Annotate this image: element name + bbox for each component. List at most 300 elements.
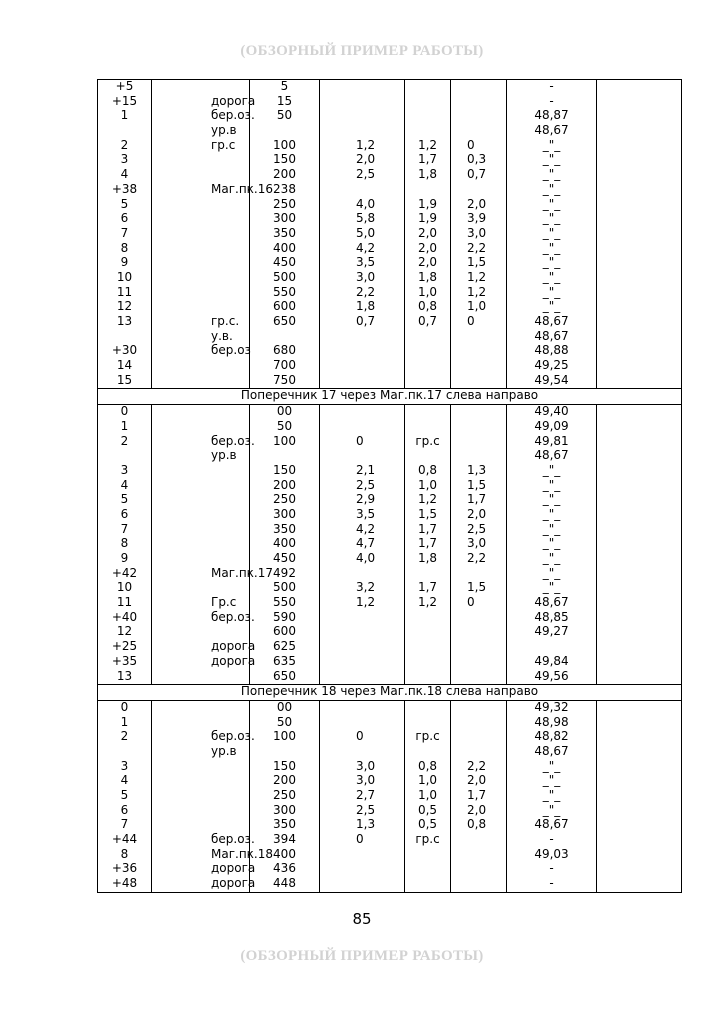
elevation-cell: _"_ xyxy=(507,479,597,494)
value-b-cell xyxy=(451,670,507,685)
table-row xyxy=(98,730,682,745)
table-row xyxy=(98,435,682,450)
picket-cell: +42 xyxy=(98,567,152,582)
table-row xyxy=(98,80,682,95)
value-b-cell xyxy=(451,435,507,450)
note-cell: дорога xyxy=(152,862,250,877)
table-row xyxy=(98,139,682,154)
value-a-cell xyxy=(405,449,451,464)
elevation-cell: _"_ xyxy=(507,774,597,789)
distance-cell: 500 xyxy=(250,581,320,596)
depth-cell xyxy=(320,670,405,685)
elevation-cell: _"_ xyxy=(507,804,597,819)
extra-cell xyxy=(597,670,682,685)
depth-cell xyxy=(320,330,405,345)
table-row xyxy=(98,183,682,198)
value-a-cell: гр.с xyxy=(405,435,451,450)
picket-cell: 4 xyxy=(98,479,152,494)
extra-cell xyxy=(597,848,682,863)
depth-cell: 3,5 xyxy=(320,508,405,523)
depth-cell xyxy=(320,655,405,670)
picket-cell: 3 xyxy=(98,153,152,168)
elevation-cell: _"_ xyxy=(507,789,597,804)
value-b-cell: 0 xyxy=(451,315,507,330)
note-cell xyxy=(152,537,250,552)
extra-cell xyxy=(597,109,682,124)
extra-cell xyxy=(597,359,682,374)
elevation-cell: _"_ xyxy=(507,537,597,552)
distance-cell: 50 xyxy=(250,420,320,435)
depth-cell: 4,2 xyxy=(320,242,405,257)
value-a-cell: 2,0 xyxy=(405,227,451,242)
table-row xyxy=(98,300,682,315)
value-b-cell: 1,7 xyxy=(451,789,507,804)
value-b-cell xyxy=(451,877,507,892)
value-b-cell xyxy=(451,567,507,582)
depth-cell: 1,2 xyxy=(320,139,405,154)
elevation-cell: _"_ xyxy=(507,198,597,213)
extra-cell xyxy=(597,344,682,359)
distance-cell: 750 xyxy=(250,374,320,389)
value-a-cell: 1,8 xyxy=(405,168,451,183)
value-b-cell: 2,5 xyxy=(451,523,507,538)
elevation-cell: 48,67 xyxy=(507,818,597,833)
extra-cell xyxy=(597,256,682,271)
extra-cell xyxy=(597,537,682,552)
table-row xyxy=(98,359,682,374)
table-row xyxy=(98,596,682,611)
table-row xyxy=(98,655,682,670)
survey-table-body xyxy=(98,80,682,893)
elevation-cell: - xyxy=(507,95,597,110)
picket-cell: 6 xyxy=(98,508,152,523)
table-row xyxy=(98,420,682,435)
elevation-cell: 49,84 xyxy=(507,655,597,670)
distance-cell: 250 xyxy=(250,198,320,213)
depth-cell: 2,0 xyxy=(320,153,405,168)
depth-cell: 0 xyxy=(320,435,405,450)
value-b-cell: 1,2 xyxy=(451,286,507,301)
value-b-cell: 2,0 xyxy=(451,774,507,789)
extra-cell xyxy=(597,493,682,508)
note-cell xyxy=(152,286,250,301)
note-cell: дорога xyxy=(152,640,250,655)
elevation-cell: 49,25 xyxy=(507,359,597,374)
note-cell: Маг.пк.18 xyxy=(152,848,250,863)
picket-cell: 0 xyxy=(98,405,152,420)
value-a-cell: 1,2 xyxy=(405,139,451,154)
table-row xyxy=(98,567,682,582)
distance-cell: 600 xyxy=(250,300,320,315)
section-header-row xyxy=(98,685,682,701)
value-b-cell xyxy=(451,848,507,863)
table-row xyxy=(98,700,682,715)
picket-cell: +38 xyxy=(98,183,152,198)
value-b-cell xyxy=(451,183,507,198)
elevation-cell: _"_ xyxy=(507,523,597,538)
value-a-cell: 1,5 xyxy=(405,508,451,523)
note-cell: бер.оз. xyxy=(152,833,250,848)
note-cell: Маг.пк.16 xyxy=(152,183,250,198)
depth-cell: 1,3 xyxy=(320,818,405,833)
table-row xyxy=(98,374,682,389)
extra-cell xyxy=(597,435,682,450)
value-a-cell: 2,0 xyxy=(405,242,451,257)
depth-cell: 0 xyxy=(320,730,405,745)
elevation-cell: - xyxy=(507,80,597,95)
elevation-cell: - xyxy=(507,877,597,892)
note-cell xyxy=(152,789,250,804)
note-cell xyxy=(152,523,250,538)
extra-cell xyxy=(597,183,682,198)
distance-cell: 238 xyxy=(250,183,320,198)
picket-cell: 11 xyxy=(98,596,152,611)
value-b-cell xyxy=(451,862,507,877)
extra-cell xyxy=(597,168,682,183)
value-b-cell: 2,2 xyxy=(451,242,507,257)
extra-cell xyxy=(597,80,682,95)
picket-cell: 0 xyxy=(98,700,152,715)
value-a-cell: 1,0 xyxy=(405,479,451,494)
value-a-cell xyxy=(405,374,451,389)
value-b-cell xyxy=(451,449,507,464)
elevation-cell: _"_ xyxy=(507,256,597,271)
depth-cell: 1,2 xyxy=(320,596,405,611)
picket-cell: 9 xyxy=(98,552,152,567)
value-b-cell xyxy=(451,640,507,655)
note-cell: бер.оз xyxy=(152,344,250,359)
note-cell: бер.оз. xyxy=(152,611,250,626)
value-b-cell xyxy=(451,374,507,389)
picket-cell: 4 xyxy=(98,168,152,183)
value-b-cell xyxy=(451,730,507,745)
note-cell xyxy=(152,168,250,183)
table-row xyxy=(98,198,682,213)
picket-cell: 13 xyxy=(98,315,152,330)
picket-cell: 2 xyxy=(98,435,152,450)
extra-cell xyxy=(597,286,682,301)
value-a-cell: 0,5 xyxy=(405,818,451,833)
extra-cell xyxy=(597,700,682,715)
value-a-cell: 1,7 xyxy=(405,537,451,552)
depth-cell xyxy=(320,183,405,198)
value-b-cell xyxy=(451,716,507,731)
value-b-cell xyxy=(451,344,507,359)
value-b-cell xyxy=(451,95,507,110)
value-b-cell: 2,2 xyxy=(451,552,507,567)
extra-cell xyxy=(597,315,682,330)
elevation-cell: _"_ xyxy=(507,493,597,508)
value-b-cell: 1,5 xyxy=(451,256,507,271)
depth-cell xyxy=(320,95,405,110)
depth-cell: 2,1 xyxy=(320,464,405,479)
picket-cell: 12 xyxy=(98,625,152,640)
value-a-cell xyxy=(405,330,451,345)
picket-cell xyxy=(98,449,152,464)
value-a-cell: 1,0 xyxy=(405,774,451,789)
value-b-cell xyxy=(451,700,507,715)
distance-cell: 300 xyxy=(250,804,320,819)
value-b-cell: 1,5 xyxy=(451,581,507,596)
survey-table xyxy=(97,79,682,893)
picket-cell: 14 xyxy=(98,359,152,374)
table-row xyxy=(98,877,682,892)
depth-cell xyxy=(320,124,405,139)
value-b-cell: 2,0 xyxy=(451,804,507,819)
note-cell xyxy=(152,581,250,596)
note-cell xyxy=(152,242,250,257)
value-b-cell xyxy=(451,80,507,95)
value-b-cell xyxy=(451,124,507,139)
distance-cell: 5 xyxy=(250,80,320,95)
depth-cell xyxy=(320,745,405,760)
table-row xyxy=(98,537,682,552)
elevation-cell: _"_ xyxy=(507,760,597,775)
elevation-cell: 48,88 xyxy=(507,344,597,359)
picket-cell: 5 xyxy=(98,198,152,213)
depth-cell xyxy=(320,700,405,715)
extra-cell xyxy=(597,271,682,286)
value-a-cell: 1,7 xyxy=(405,153,451,168)
table-row xyxy=(98,286,682,301)
depth-cell: 4,0 xyxy=(320,198,405,213)
depth-cell xyxy=(320,344,405,359)
table-row xyxy=(98,124,682,139)
picket-cell: +35 xyxy=(98,655,152,670)
distance-cell: 00 xyxy=(250,700,320,715)
depth-cell xyxy=(320,359,405,374)
picket-cell: +15 xyxy=(98,95,152,110)
extra-cell xyxy=(597,818,682,833)
picket-cell: 4 xyxy=(98,774,152,789)
distance-cell: 15 xyxy=(250,95,320,110)
note-cell xyxy=(152,271,250,286)
depth-cell: 2,2 xyxy=(320,286,405,301)
section-header-row xyxy=(98,389,682,405)
distance-cell: 100 xyxy=(250,730,320,745)
picket-cell: +48 xyxy=(98,877,152,892)
value-a-cell xyxy=(405,877,451,892)
depth-cell: 2,7 xyxy=(320,789,405,804)
value-a-cell: 1,0 xyxy=(405,789,451,804)
picket-cell: +40 xyxy=(98,611,152,626)
table-row xyxy=(98,227,682,242)
elevation-cell: 49,54 xyxy=(507,374,597,389)
distance-cell: 500 xyxy=(250,271,320,286)
extra-cell xyxy=(597,760,682,775)
value-a-cell: 1,9 xyxy=(405,198,451,213)
note-cell: ур.в xyxy=(152,745,250,760)
distance-cell: 700 xyxy=(250,359,320,374)
depth-cell: 3,2 xyxy=(320,581,405,596)
extra-cell xyxy=(597,374,682,389)
note-cell xyxy=(152,80,250,95)
note-cell xyxy=(152,760,250,775)
value-a-cell xyxy=(405,183,451,198)
note-cell xyxy=(152,493,250,508)
table-row xyxy=(98,479,682,494)
extra-cell xyxy=(597,581,682,596)
value-a-cell: 1,2 xyxy=(405,596,451,611)
picket-cell: +36 xyxy=(98,862,152,877)
elevation-cell: _"_ xyxy=(507,286,597,301)
elevation-cell: 48,67 xyxy=(507,596,597,611)
table-row xyxy=(98,508,682,523)
distance-cell xyxy=(250,330,320,345)
picket-cell: 7 xyxy=(98,227,152,242)
value-b-cell xyxy=(451,109,507,124)
picket-cell xyxy=(98,330,152,345)
table-row xyxy=(98,670,682,685)
picket-cell: 7 xyxy=(98,523,152,538)
table-row xyxy=(98,774,682,789)
extra-cell xyxy=(597,95,682,110)
value-a-cell xyxy=(405,359,451,374)
note-cell xyxy=(152,818,250,833)
picket-cell: 9 xyxy=(98,256,152,271)
picket-cell: 3 xyxy=(98,760,152,775)
distance-cell: 625 xyxy=(250,640,320,655)
table-row xyxy=(98,449,682,464)
table-row xyxy=(98,760,682,775)
picket-cell: 1 xyxy=(98,716,152,731)
elevation-cell: 48,82 xyxy=(507,730,597,745)
depth-cell xyxy=(320,877,405,892)
table-row xyxy=(98,168,682,183)
value-a-cell xyxy=(405,420,451,435)
table-row xyxy=(98,804,682,819)
picket-cell: 11 xyxy=(98,286,152,301)
value-a-cell: 1,7 xyxy=(405,581,451,596)
elevation-cell: _"_ xyxy=(507,183,597,198)
note-cell xyxy=(152,464,250,479)
distance-cell: 350 xyxy=(250,818,320,833)
table-row xyxy=(98,330,682,345)
extra-cell xyxy=(597,804,682,819)
value-b-cell xyxy=(451,655,507,670)
distance-cell: 680 xyxy=(250,344,320,359)
distance-cell: 350 xyxy=(250,227,320,242)
depth-cell: 4,7 xyxy=(320,537,405,552)
value-b-cell: 1,0 xyxy=(451,300,507,315)
picket-cell: 10 xyxy=(98,581,152,596)
value-b-cell: 2,2 xyxy=(451,760,507,775)
elevation-cell: _"_ xyxy=(507,139,597,154)
value-b-cell: 0 xyxy=(451,596,507,611)
note-cell xyxy=(152,700,250,715)
depth-cell xyxy=(320,716,405,731)
picket-cell: 10 xyxy=(98,271,152,286)
distance-cell: 600 xyxy=(250,625,320,640)
value-a-cell xyxy=(405,862,451,877)
picket-cell: 8 xyxy=(98,537,152,552)
note-cell xyxy=(152,670,250,685)
table-row xyxy=(98,493,682,508)
distance-cell: 300 xyxy=(250,212,320,227)
depth-cell: 3,0 xyxy=(320,271,405,286)
note-cell xyxy=(152,479,250,494)
depth-cell: 2,5 xyxy=(320,168,405,183)
table-row xyxy=(98,789,682,804)
picket-cell: 7 xyxy=(98,818,152,833)
value-a-cell xyxy=(405,640,451,655)
elevation-cell: 48,85 xyxy=(507,611,597,626)
note-cell: Маг.пк.17 xyxy=(152,567,250,582)
note-cell: ур.в xyxy=(152,449,250,464)
picket-cell: 8 xyxy=(98,242,152,257)
picket-cell: 15 xyxy=(98,374,152,389)
elevation-cell: _"_ xyxy=(507,271,597,286)
depth-cell: 5,8 xyxy=(320,212,405,227)
picket-cell: +5 xyxy=(98,80,152,95)
picket-cell: 12 xyxy=(98,300,152,315)
elevation-cell: _"_ xyxy=(507,464,597,479)
value-a-cell: 0,8 xyxy=(405,760,451,775)
note-cell: Гр.с xyxy=(152,596,250,611)
extra-cell xyxy=(597,153,682,168)
elevation-cell: _"_ xyxy=(507,567,597,582)
note-cell xyxy=(152,716,250,731)
distance-cell: 400 xyxy=(250,242,320,257)
note-cell: у.в. xyxy=(152,330,250,345)
value-a-cell xyxy=(405,670,451,685)
extra-cell xyxy=(597,449,682,464)
extra-cell xyxy=(597,212,682,227)
extra-cell xyxy=(597,420,682,435)
extra-cell xyxy=(597,596,682,611)
table-row xyxy=(98,625,682,640)
elevation-cell: 49,09 xyxy=(507,420,597,435)
picket-cell: +25 xyxy=(98,640,152,655)
depth-cell: 1,8 xyxy=(320,300,405,315)
note-cell xyxy=(152,420,250,435)
extra-cell xyxy=(597,198,682,213)
value-b-cell xyxy=(451,611,507,626)
extra-cell xyxy=(597,789,682,804)
value-b-cell: 1,3 xyxy=(451,464,507,479)
extra-cell xyxy=(597,625,682,640)
picket-cell: 5 xyxy=(98,493,152,508)
elevation-cell: - xyxy=(507,833,597,848)
extra-cell xyxy=(597,716,682,731)
distance-cell: 00 xyxy=(250,405,320,420)
table-row xyxy=(98,464,682,479)
value-a-cell xyxy=(405,95,451,110)
distance-cell: 300 xyxy=(250,508,320,523)
elevation-cell: 48,67 xyxy=(507,315,597,330)
elevation-cell: 49,27 xyxy=(507,625,597,640)
table-row xyxy=(98,271,682,286)
value-b-cell: 1,2 xyxy=(451,271,507,286)
table-row xyxy=(98,833,682,848)
picket-cell: 5 xyxy=(98,789,152,804)
elevation-cell: - xyxy=(507,862,597,877)
elevation-cell: 48,67 xyxy=(507,449,597,464)
value-a-cell xyxy=(405,848,451,863)
section-title: Поперечник 17 через Маг.пк.17 слева направо xyxy=(98,389,682,405)
note-cell xyxy=(152,405,250,420)
distance-cell: 394 xyxy=(250,833,320,848)
note-cell: ур.в xyxy=(152,124,250,139)
value-a-cell: 1,0 xyxy=(405,286,451,301)
value-a-cell xyxy=(405,611,451,626)
value-a-cell: 1,2 xyxy=(405,493,451,508)
distance-cell: 250 xyxy=(250,493,320,508)
extra-cell xyxy=(597,745,682,760)
note-cell xyxy=(152,153,250,168)
picket-cell xyxy=(98,745,152,760)
value-a-cell xyxy=(405,700,451,715)
